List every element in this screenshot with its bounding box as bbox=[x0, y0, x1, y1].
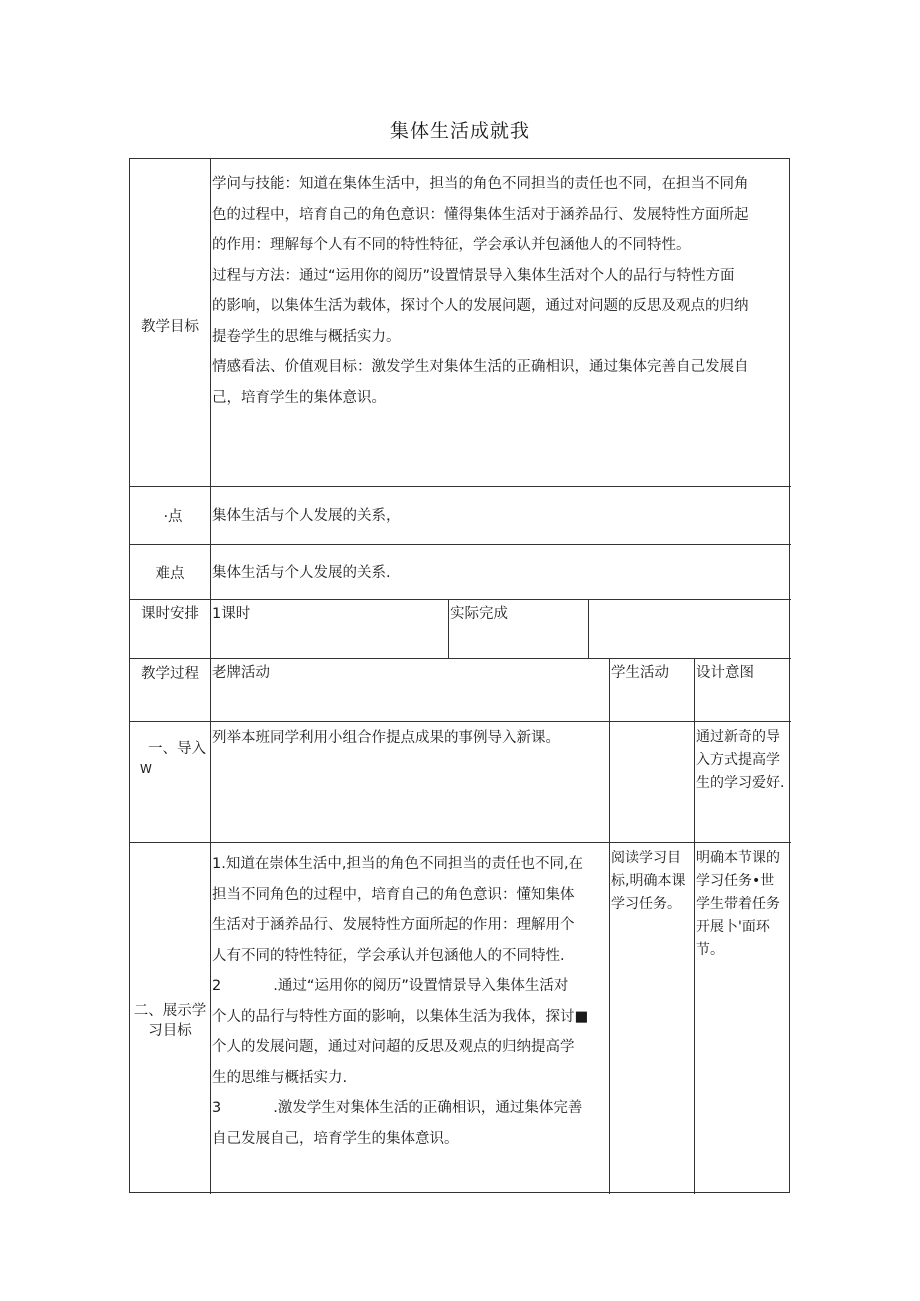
objectives-line: 的作用：理解每个人有不同的特性特征，学会承认并包涵他人的不同特性。 bbox=[212, 237, 691, 253]
stage2-student-line: 标,明确本课 bbox=[611, 873, 686, 889]
stage1-design-line: 生的学习爱好. bbox=[696, 775, 785, 791]
objectives-line: 己，培育学生的集体意识。 bbox=[212, 389, 386, 406]
stage2-design-line: 开展卜'面环 bbox=[696, 919, 770, 935]
stage2-design-line: 节。 bbox=[696, 942, 724, 958]
objective-item-2-line: 个人的发展问题，通过对问超的反思及观点的归纳提高学 bbox=[212, 1039, 575, 1055]
objective-item-3-first-line bbox=[212, 1093, 608, 1124]
stage2-label-line2: 习目标 bbox=[148, 1023, 192, 1039]
stage2-label bbox=[130, 1001, 210, 1041]
row-divider bbox=[130, 486, 791, 487]
stage1-teacher-activity: 列举本班同学利用小组合作提点成果的事例导入新课。 bbox=[212, 730, 560, 746]
stage1-design-intent bbox=[696, 726, 791, 795]
actual-completion-label: 实际完成 bbox=[450, 606, 508, 622]
stage2-student-line: 阅读学习目 bbox=[611, 850, 681, 866]
objective-item-1-line: 担当不同角色的过程中，培育自己的角色意识：懂知集体 bbox=[212, 886, 575, 903]
stage2-design-intent bbox=[696, 847, 791, 962]
objective-item-2-line: .通过“运用你的阅历”设置情景导入集体生活对 bbox=[273, 978, 569, 994]
document-title: 集体生活成就我 bbox=[389, 120, 530, 142]
process-label: 教学过程 bbox=[141, 666, 199, 682]
design-intent-header: 设计意图 bbox=[696, 665, 754, 681]
stage2-label-line1: 二、展示学 bbox=[133, 1003, 207, 1019]
stage1-label bbox=[130, 739, 210, 779]
row-divider bbox=[130, 544, 791, 545]
objective-item-2-number: 2 bbox=[212, 978, 222, 994]
student-activity-header: 学生活动 bbox=[611, 665, 669, 681]
column-divider bbox=[448, 599, 449, 658]
stage2-student-activity bbox=[611, 847, 694, 916]
stage2-student-line: 学习任务。 bbox=[611, 896, 681, 912]
stage2-teacher-activity bbox=[212, 849, 608, 1154]
schedule-value: 1课时 bbox=[212, 606, 251, 622]
stage1-design-line: 入方式提高学 bbox=[696, 752, 780, 768]
objectives-line: 情感看法、价值观目标：激发学生对集体生活的正确相识，通过集体完善自己发展自 bbox=[212, 359, 749, 375]
column-divider bbox=[694, 658, 695, 1194]
stage2-design-line: 学生带着任务 bbox=[696, 896, 780, 912]
key-point-label: ·点 bbox=[163, 509, 183, 525]
objective-item-1-line: 1.知道在崇体生活中,担当的角色不同担当的责任也不同,在 bbox=[212, 856, 584, 872]
stage2-design-line: 明确本节课的 bbox=[696, 850, 780, 866]
objectives-line: 的影响，以集体生活为载体，探讨个人的发展问题，通过对问题的反思及观点的归纳 bbox=[212, 298, 749, 314]
objectives-text bbox=[212, 169, 790, 413]
objectives-line: 色的过程中，培育自己的角色意识：懂得集体生活对于涵养品行、发展特性方面所起 bbox=[212, 206, 749, 223]
objective-item-1-line: 人有不同的特性特征，学会承认并包涵他人的不同特性. bbox=[212, 947, 565, 964]
stage1-design-line: 通过新奇的导 bbox=[696, 729, 780, 745]
stage1-label-line2: W bbox=[140, 762, 152, 776]
row-divider bbox=[130, 842, 791, 843]
objective-item-1-line: 生活对于涵养品行、发展特性方面所起的作用：理解用个 bbox=[212, 917, 575, 933]
objective-item-3-line: 自己发展自己，培育学生的集体意识。 bbox=[212, 1130, 459, 1147]
stage2-design-line: 学习任务•世 bbox=[696, 873, 775, 889]
difficulty-text: 集体生活与个人发展的关系. bbox=[212, 565, 391, 581]
objective-item-2-line: 个人的品行与特性方面的影响，以集体生活为我体，探讨■ bbox=[212, 1008, 589, 1025]
lesson-plan-table bbox=[129, 158, 790, 1193]
row-divider bbox=[130, 721, 791, 722]
teacher-activity-header: 老牌活动 bbox=[212, 665, 270, 681]
column-divider bbox=[210, 159, 211, 1194]
objectives-label: 教学目标 bbox=[141, 319, 199, 335]
column-divider bbox=[609, 658, 610, 1194]
objectives-line: 学问与技能：知道在集体生活中，担当的角色不同担当的责任也不同，在担当不同角 bbox=[212, 176, 749, 192]
difficulty-label: 难点 bbox=[155, 566, 185, 582]
objective-item-3-line: .激发学生对集体生活的正确相识，通过集体完善 bbox=[273, 1100, 583, 1116]
column-divider bbox=[588, 599, 589, 658]
objective-item-2-line: 生的思维与概括实力. bbox=[212, 1069, 348, 1086]
schedule-label: 课时安排 bbox=[141, 606, 199, 622]
stage1-label-line1: 一、导入 bbox=[148, 741, 206, 757]
objective-item-3-number: 3 bbox=[212, 1100, 222, 1116]
objectives-line: 过程与方法：通过“运用你的阅历”设置情景导入集体生活对个人的品行与特性方面 bbox=[212, 267, 735, 284]
key-point-text: 集体生活与个人发展的关系， bbox=[212, 508, 401, 524]
objective-item-2-first-line bbox=[212, 971, 608, 1002]
objectives-line: 提卷学生的思维与概括实力。 bbox=[212, 328, 401, 345]
